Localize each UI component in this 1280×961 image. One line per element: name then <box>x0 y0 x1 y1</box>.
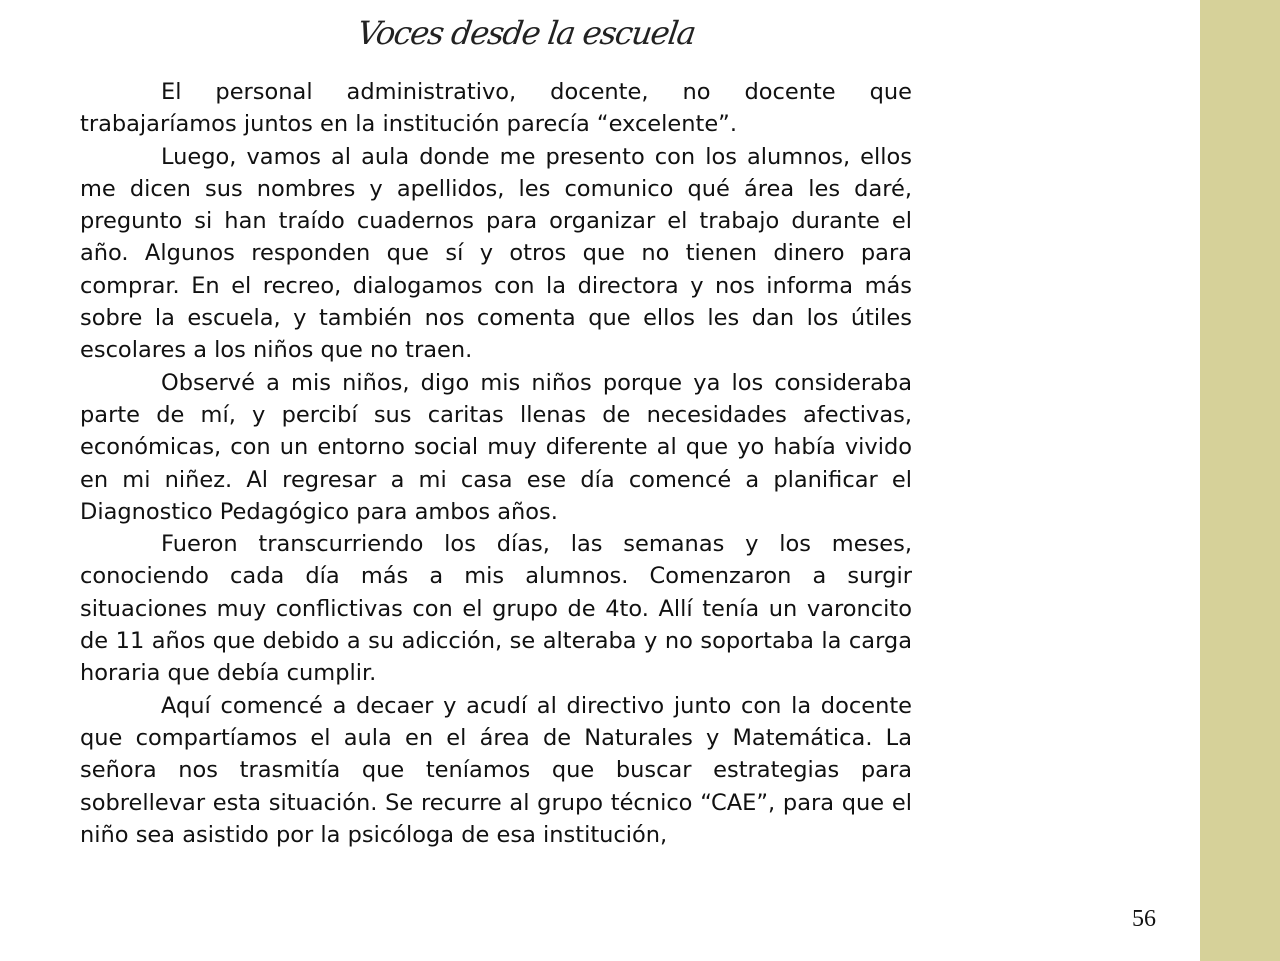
page-number: 56 <box>1132 906 1156 932</box>
paragraph-4: Fueron transcurriendo los días, las semanas y los meses, conociendo cada día más a mis alumnos. Comenzaron a surgir situaciones muy conflictivas con el grupo de 4to. Allí tenía un varoncito de 11 años que debido a su adicción, se alteraba y no soportaba la carga horaria que debía cumplir. <box>80 531 912 687</box>
paragraph-3: Observé a mis niños, digo mis niños porque ya los consideraba parte de mí, y percibí sus caritas llenas de necesidades afectivas, económicas, con un entorno social muy diferente al que yo había vivido en mi niñez. Al regresar a mi casa ese día comencé a planificar el Diagnostico Pedagógico para ambos años. <box>80 369 912 525</box>
paragraph-1: El personal administrativo, docente, no docente que trabajaríamos juntos en la institución parecía “excelente”. <box>80 79 912 138</box>
decorative-side-band <box>1200 0 1280 961</box>
body-text <box>80 76 912 851</box>
paragraph-2: Luego, vamos al aula donde me presento con los alumnos, ellos me dicen sus nombres y apellidos, les comunico qué área les daré, pregunto si han traído cuadernos para organizar el trabajo durante el año. Algunos responden que sí y otros que no tienen dinero para comprar. En el recreo, dialogamos con la directora y nos informa más sobre la escuela, y también nos comenta que ellos les dan los útiles escolares a los niños que no traen. <box>80 143 912 364</box>
running-title: Voces desde la escuela <box>355 14 698 52</box>
paragraph-5: Aquí comencé a decaer y acudí al directivo junto con la docente que compartíamos el aula en el área de Naturales y Matemática. La señora nos trasmitía que teníamos que buscar estrategias para sobrellevar esta situación. Se recurre al grupo técnico “CAE”, para que el niño sea asistido por la psicóloga de esa institución, <box>80 692 912 848</box>
